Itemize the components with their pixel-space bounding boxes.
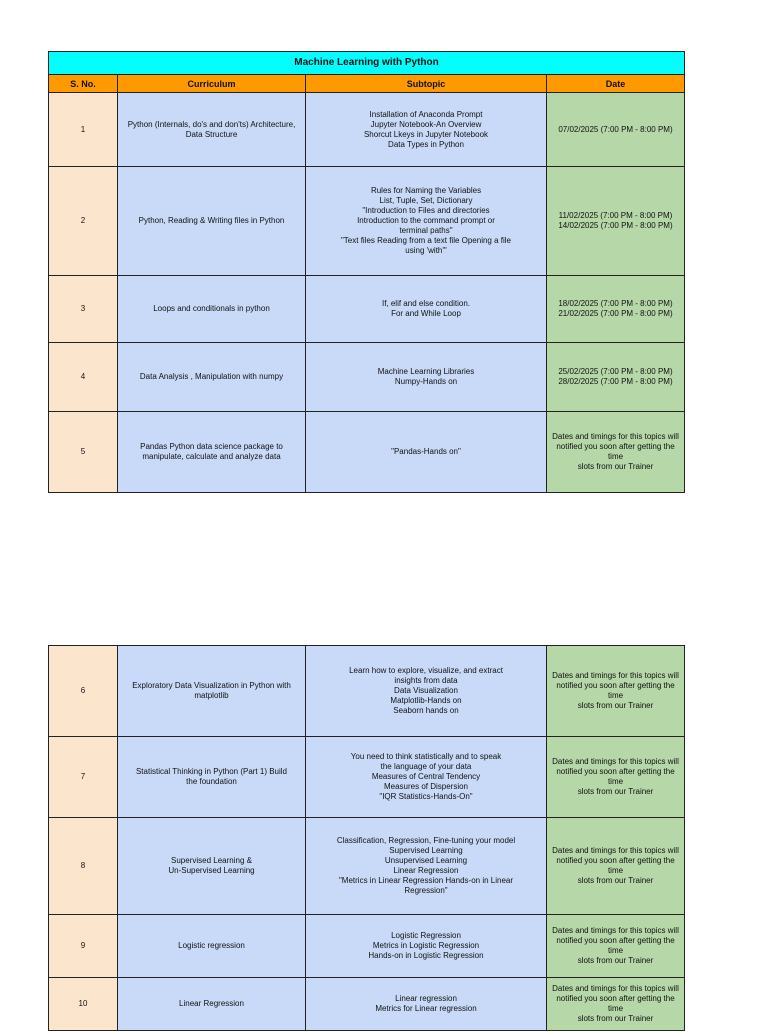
table-row xyxy=(49,737,685,818)
subtopic-line: "Metrics in Linear Regression Hands-on in Linear xyxy=(338,876,514,885)
subtopic-cell xyxy=(306,412,547,493)
subtopic-cell xyxy=(306,167,547,276)
subtopic-line: Hands-on in Logistic Regression xyxy=(368,951,484,960)
table-row xyxy=(49,646,685,737)
subtopic-line: terminal paths" xyxy=(399,226,453,235)
date-line: notified you soon after getting the time xyxy=(556,994,675,1013)
curriculum-line: Python (Internals, do's and don'ts) Architecture, xyxy=(127,119,296,129)
date-line: slots from our Trainer xyxy=(577,462,654,471)
date-line: Dates and timings for this topics will xyxy=(552,671,679,680)
subtopic-line: Machine Learning Libraries xyxy=(377,367,475,376)
date-line: slots from our Trainer xyxy=(577,876,654,885)
curriculum-cell xyxy=(118,737,306,818)
curriculum-line: Data Analysis , Manipulation with numpy xyxy=(139,372,284,381)
date-line: notified you soon after getting the time xyxy=(556,767,675,786)
subtopic-line: Installation of Anaconda Prompt xyxy=(369,109,483,119)
subtopic-line: the language of your data xyxy=(380,762,472,771)
subtopic-cell xyxy=(306,737,547,818)
curriculum-line: Un-Supervised Learning xyxy=(168,866,255,875)
subtopic-line: Metrics in Logistic Regression xyxy=(372,941,480,950)
sno-cell: 10 xyxy=(49,978,118,1031)
curriculum-line: Loops and conditionals in python xyxy=(153,304,270,313)
curriculum-line: Linear Regression xyxy=(179,999,244,1008)
date-line: Dates and timings for this topics will xyxy=(552,984,679,993)
subtopic-line: Logistic Regression xyxy=(391,931,461,940)
curriculum-line: Python, Reading & Writing files in Python xyxy=(138,216,285,225)
subtopic-line: Measures of Central Tendency xyxy=(371,772,481,781)
table-row xyxy=(49,412,685,493)
subtopic-line: Learn how to explore, visualize, and extract xyxy=(349,666,503,675)
curriculum-cell xyxy=(118,818,306,915)
subtopic-line: "IQR Statistics-Hands-On" xyxy=(379,792,473,801)
table-title: Machine Learning with Python xyxy=(49,52,685,75)
subtopic-line: Linear Regression xyxy=(393,866,459,875)
date-line: slots from our Trainer xyxy=(577,1014,654,1023)
header-curriculum: Curriculum xyxy=(118,75,306,93)
subtopic-line: Classification, Regression, Fine-tuning your model xyxy=(336,836,516,845)
header-date: Date xyxy=(547,75,685,93)
curriculum-cell xyxy=(118,167,306,276)
header-subtopic: Subtopic xyxy=(306,75,547,93)
subtopic-line: "Pandas-Hands on" xyxy=(391,447,461,456)
table-row xyxy=(49,915,685,978)
curriculum-table-2 xyxy=(48,645,685,1031)
subtopic-cell xyxy=(306,343,547,412)
curriculum-line: matplotlib xyxy=(194,691,229,700)
table-row xyxy=(49,167,685,276)
date-line: Dates and timings for this topics will xyxy=(552,926,679,935)
curriculum-line: Pandas Python data science package to xyxy=(140,442,283,451)
subtopic-cell xyxy=(306,93,547,167)
table-1-body xyxy=(49,93,685,493)
date-cell xyxy=(547,276,685,343)
curriculum-cell xyxy=(118,646,306,737)
subtopic-line: Rules for Naming the Variables xyxy=(370,186,482,195)
date-line: 18/02/2025 (7:00 PM - 8:00 PM) xyxy=(558,299,673,308)
subtopic-line: Matplotlib-Hands on xyxy=(390,696,462,705)
subtopic-line: insights from data xyxy=(394,676,458,685)
subtopic-line: Linear regression xyxy=(395,994,457,1003)
subtopic-cell xyxy=(306,818,547,915)
subtopic-line: Introduction to the command prompt or xyxy=(357,216,495,225)
subtopic-line: List, Tuple, Set, Dictionary xyxy=(379,196,473,205)
date-cell xyxy=(547,646,685,737)
curriculum-line: the foundation xyxy=(186,777,237,786)
date-line: slots from our Trainer xyxy=(577,701,654,710)
sno-cell: 9 xyxy=(49,915,118,978)
subtopic-cell xyxy=(306,646,547,737)
sno-cell: 4 xyxy=(49,343,118,412)
curriculum-cell xyxy=(118,915,306,978)
date-line: slots from our Trainer xyxy=(577,956,654,965)
sno-cell: 1 xyxy=(49,93,118,167)
curriculum-cell xyxy=(118,343,306,412)
table-2-body xyxy=(49,646,685,1031)
subtopic-line: Jupyter Notebook-An Overview xyxy=(370,119,482,129)
table-row xyxy=(49,93,685,167)
date-line: 21/02/2025 (7:00 PM - 8:00 PM) xyxy=(558,309,673,318)
sno-cell: 6 xyxy=(49,646,118,737)
subtopic-line: "Introduction to Files and directories xyxy=(362,206,490,215)
date-line: notified you soon after getting the time xyxy=(556,681,675,700)
subtopic-line: Metrics for Linear regression xyxy=(375,1004,477,1013)
date-line: notified you soon after getting the time xyxy=(556,442,675,461)
curriculum-line: Logistic regression xyxy=(178,941,245,950)
date-cell xyxy=(547,167,685,276)
date-cell xyxy=(547,343,685,412)
curriculum-line: Exploratory Data Visualization in Python with xyxy=(132,681,291,690)
subtopic-line: You need to think statistically and to speak xyxy=(350,752,502,761)
subtopic-line: Shorcut Lkeys in Jupyter Notebook xyxy=(363,129,489,139)
subtopic-line: Numpy-Hands on xyxy=(394,377,458,386)
subtopic-line: using 'with'" xyxy=(405,246,447,255)
sno-cell: 8 xyxy=(49,818,118,915)
curriculum-line: Statistical Thinking in Python (Part 1) Build xyxy=(135,767,288,776)
sno-cell: 7 xyxy=(49,737,118,818)
date-line: 11/02/2025 (7:00 PM - 8:00 PM) xyxy=(558,211,673,220)
table-row xyxy=(49,818,685,915)
subtopic-line: Unsupervised Learning xyxy=(384,856,468,865)
table-row xyxy=(49,343,685,412)
sno-cell: 5 xyxy=(49,412,118,493)
curriculum-line: Data Structure xyxy=(185,129,238,139)
date-cell xyxy=(547,737,685,818)
date-cell xyxy=(547,412,685,493)
curriculum-cell xyxy=(118,276,306,343)
subtopic-line: Seaborn hands on xyxy=(393,706,459,715)
sno-cell: 3 xyxy=(49,276,118,343)
date-cell xyxy=(547,915,685,978)
subtopic-line: "Text files Reading from a text file Opening a file xyxy=(340,236,512,245)
subtopic-line: For and While Loop xyxy=(391,309,461,318)
date-line: 28/02/2025 (7:00 PM - 8:00 PM) xyxy=(558,377,673,386)
subtopic-line: Data Types in Python xyxy=(388,139,464,149)
date-cell xyxy=(547,818,685,915)
date-line: Dates and timings for this topics will xyxy=(552,846,679,855)
subtopic-line: Data Visualization xyxy=(394,686,458,695)
date-line: slots from our Trainer xyxy=(577,787,654,796)
date-cell xyxy=(547,93,685,167)
curriculum-cell xyxy=(118,412,306,493)
date-line: 07/02/2025 (7:00 PM - 8:00 PM) xyxy=(558,124,673,134)
date-line: Dates and timings for this topics will xyxy=(552,757,679,766)
curriculum-cell xyxy=(118,93,306,167)
curriculum-cell xyxy=(118,978,306,1031)
subtopic-cell xyxy=(306,915,547,978)
subtopic-cell xyxy=(306,276,547,343)
curriculum-line: manipulate, calculate and analyze data xyxy=(142,452,281,461)
sno-cell: 2 xyxy=(49,167,118,276)
header-sno: S. No. xyxy=(49,75,118,93)
date-cell xyxy=(547,978,685,1031)
date-line: notified you soon after getting the time xyxy=(556,856,675,875)
table-row xyxy=(49,978,685,1031)
date-line: 25/02/2025 (7:00 PM - 8:00 PM) xyxy=(558,367,673,376)
subtopic-cell xyxy=(306,978,547,1031)
curriculum-line: Supervised Learning & xyxy=(171,856,252,865)
date-line: notified you soon after getting the time xyxy=(556,936,675,955)
subtopic-line: Regression" xyxy=(404,886,448,895)
curriculum-table-1 xyxy=(48,51,685,493)
subtopic-line: Supervised Learning xyxy=(389,846,463,855)
date-line: Dates and timings for this topics will xyxy=(552,432,679,441)
table-row xyxy=(49,276,685,343)
date-line: 14/02/2025 (7:00 PM - 8:00 PM) xyxy=(558,221,673,230)
subtopic-line: Measures of Dispersion xyxy=(383,782,469,791)
subtopic-line: If, elif and else condition. xyxy=(381,299,471,308)
